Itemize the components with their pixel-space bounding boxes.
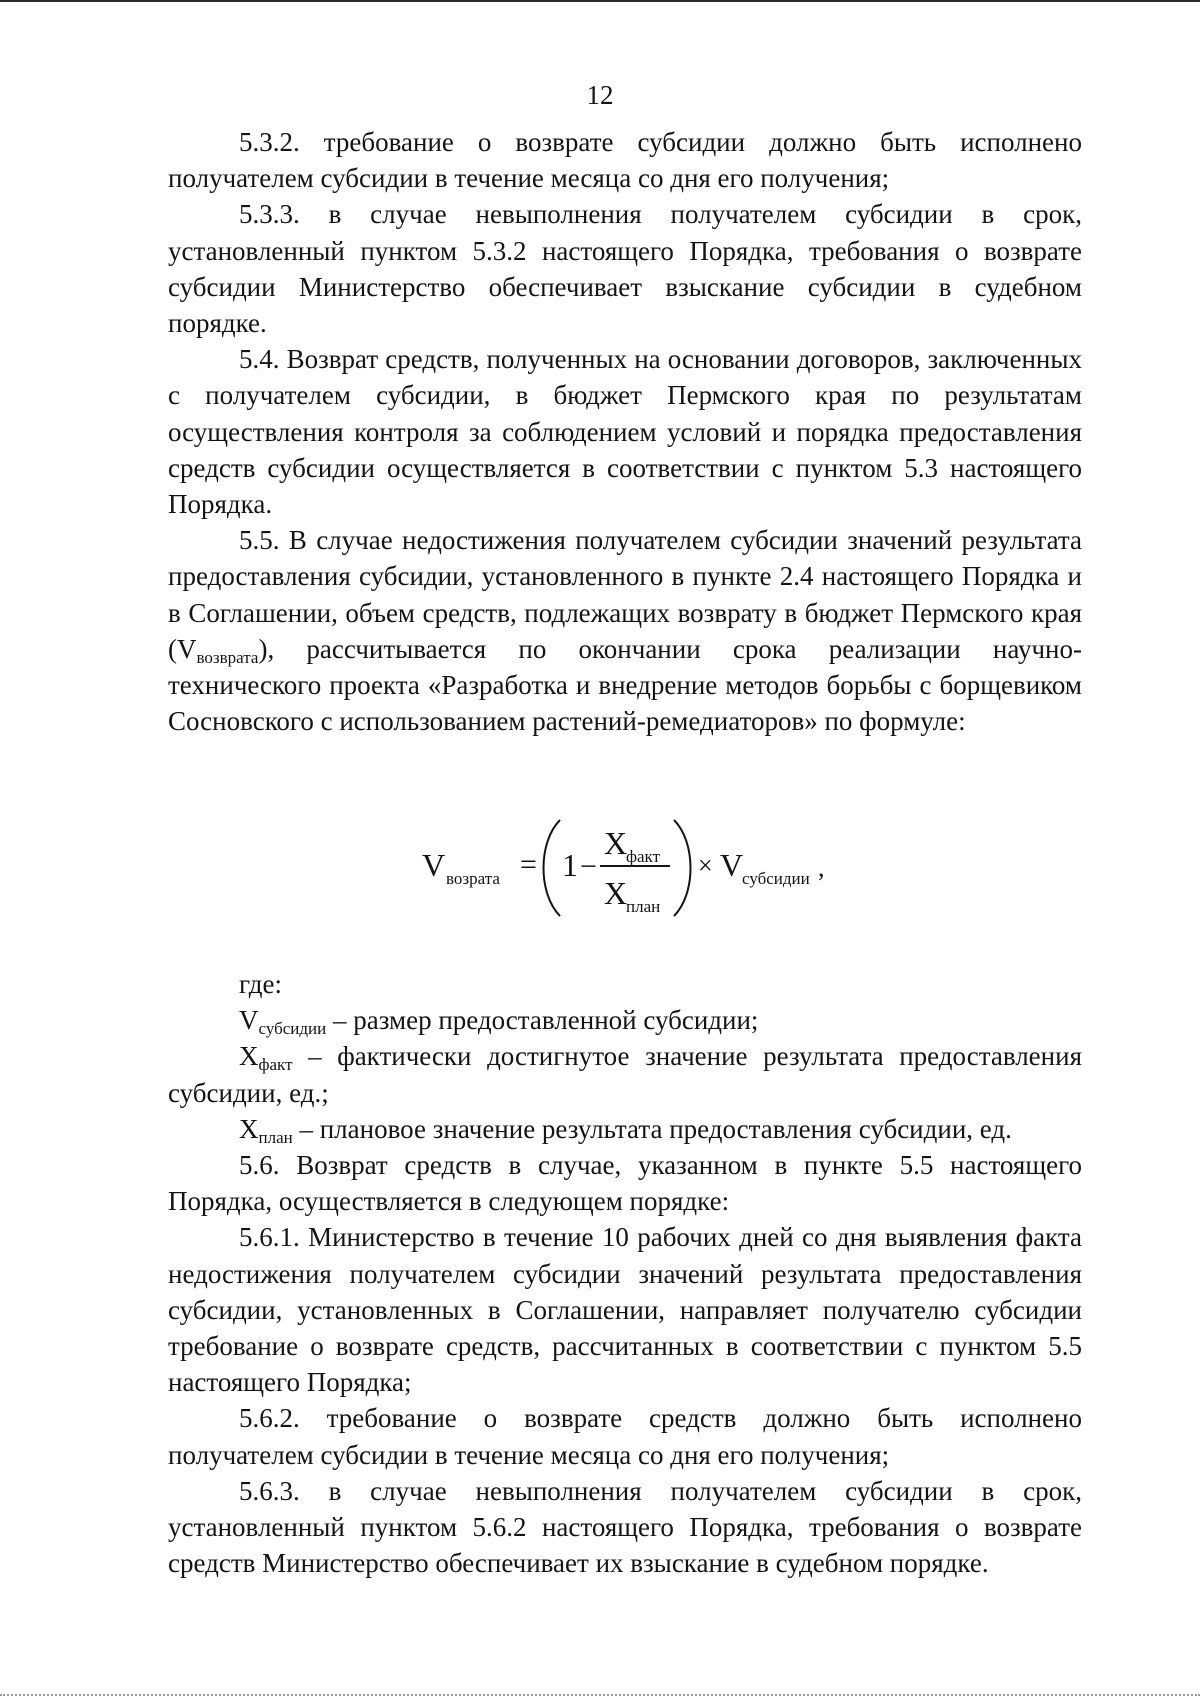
formula-lhs-sub: возрата (446, 869, 500, 888)
where-item-v-subsidy (168, 1002, 1082, 1038)
clause-number: 5.5. (239, 525, 280, 556)
formula-svg (420, 812, 860, 922)
clause-number: 5.3.2. (239, 127, 300, 157)
var: X (239, 1041, 259, 1072)
where-section (168, 966, 1082, 1581)
paragraph-5-4 (168, 341, 1082, 522)
clause-number: 5.6.2. (239, 1403, 300, 1434)
subscript: факт (258, 1055, 293, 1075)
clause-number: 5.6.3. (239, 1475, 300, 1506)
formula-num-sub: факт (626, 847, 661, 866)
clause-text-continued: ), рассчитывается по окончании срока реализации научно-технического проекта «Разработка и внедрение методов борьбы с борщевиком Сосновского с использованием растений-ремедиаторов» по формуле: (168, 633, 1082, 737)
clause-text: требование о возврате средств должно быть исполнено получателем субсидии в течение месяца со дня его получения; (168, 1403, 1082, 1470)
paragraph-5-6-3 (168, 1473, 1082, 1582)
var: X (239, 1113, 259, 1144)
clause-text: Возврат средств в случае, указанном в пункте 5.5 настоящего Порядка, осуществляется в следующем порядке: (168, 1150, 1082, 1217)
scan-edge-bottom (0, 1694, 1200, 1698)
subscript: возврата (196, 647, 259, 667)
formula-trail: , (818, 853, 825, 882)
paragraph-5-3-3 (168, 196, 1082, 341)
formula-times: × (698, 851, 713, 880)
where-label: где: (239, 969, 282, 999)
where-item-x-plan (168, 1111, 1082, 1147)
top-section (168, 124, 1082, 739)
var: V (239, 1005, 259, 1036)
paragraph-5-6-1 (168, 1219, 1082, 1400)
formula-lhs-var: V (422, 847, 446, 883)
clause-number: 5.6.1. (239, 1222, 300, 1253)
subscript: план (258, 1127, 293, 1147)
formula-minus: − (580, 850, 597, 883)
clause-number: 5.3.3. (239, 199, 300, 230)
formula-equals: = (520, 848, 537, 881)
where-item-x-fact (168, 1038, 1082, 1110)
paragraph-5-6-2 (168, 1400, 1082, 1472)
scan-edge-top (0, 0, 1200, 2)
left-paren (544, 820, 561, 916)
clause-number: 5.4. (239, 344, 280, 375)
paragraph-5-5 (168, 522, 1082, 739)
clause-text: Министерство в течение 10 рабочих дней со дня выявления факта недостижения получателем субсидии значений результата предоставления субсидии, установленных в Соглашении, направляет получателю субсидии требование о возврате средств, рассчитанных в соответствии с пунктом 5.5 настоящего Порядка; (168, 1222, 1082, 1398)
clause-text: в случае невыполнения получателем субсидии в срок, установленный пунктом 5.3.2 настоящего Порядка, требования о возврате субсидии Министерство обеспечивает взыскание субсидии в судебном порядке. (168, 199, 1082, 339)
paragraph-5-6 (168, 1147, 1082, 1219)
return-formula (420, 812, 860, 922)
formula-num-var: X (604, 825, 628, 861)
right-paren (674, 820, 691, 916)
definition: – размер предоставленной субсидии; (326, 1005, 759, 1036)
formula-one: 1 (562, 847, 578, 883)
paragraph-5-3-2 (168, 124, 1082, 196)
definition: – фактически достигнутое значение результата предоставления субсидии, ед.; (168, 1041, 1082, 1108)
formula-rhs-sub: субсидии (742, 869, 810, 888)
clause-text: требование о возврате субсидии должно быть исполнено получателем субсидии в течение месяца со дня его получения; (168, 127, 1082, 194)
subscript: субсидии (258, 1019, 327, 1039)
definition: – плановое значение результата предоставления субсидии, ед. (292, 1113, 1012, 1144)
formula-den-var: X (604, 875, 628, 911)
clause-text: Возврат средств, полученных на основании договоров, заключенных с получателем субсидии, в бюджет Пермского края по результатам осуществления контроля за соблюдением условий и порядка предоставления средств субсидии осуществляется в соответствии с пунктом 5.3 настоящего Порядка. (168, 344, 1082, 520)
page-number: 12 (586, 80, 614, 110)
formula-rhs-var: V (720, 847, 744, 883)
clause-number: 5.6. (239, 1150, 280, 1181)
formula-den-sub: план (626, 897, 661, 916)
clause-text: В случае недостижения получателем субсидии значений результата предоставления субсидии, установленного в пункте 2.4 настоящего Порядка и в Соглашении, объем средств, подлежащих возврату в бюджет Пермского края (V (168, 525, 1082, 664)
clause-text: в случае невыполнения получателем субсидии в срок, установленный пунктом 5.6.2 настоящего Порядка, требования о возврате средств Министерство обеспечивает их взыскание в судебном порядке. (168, 1475, 1082, 1579)
